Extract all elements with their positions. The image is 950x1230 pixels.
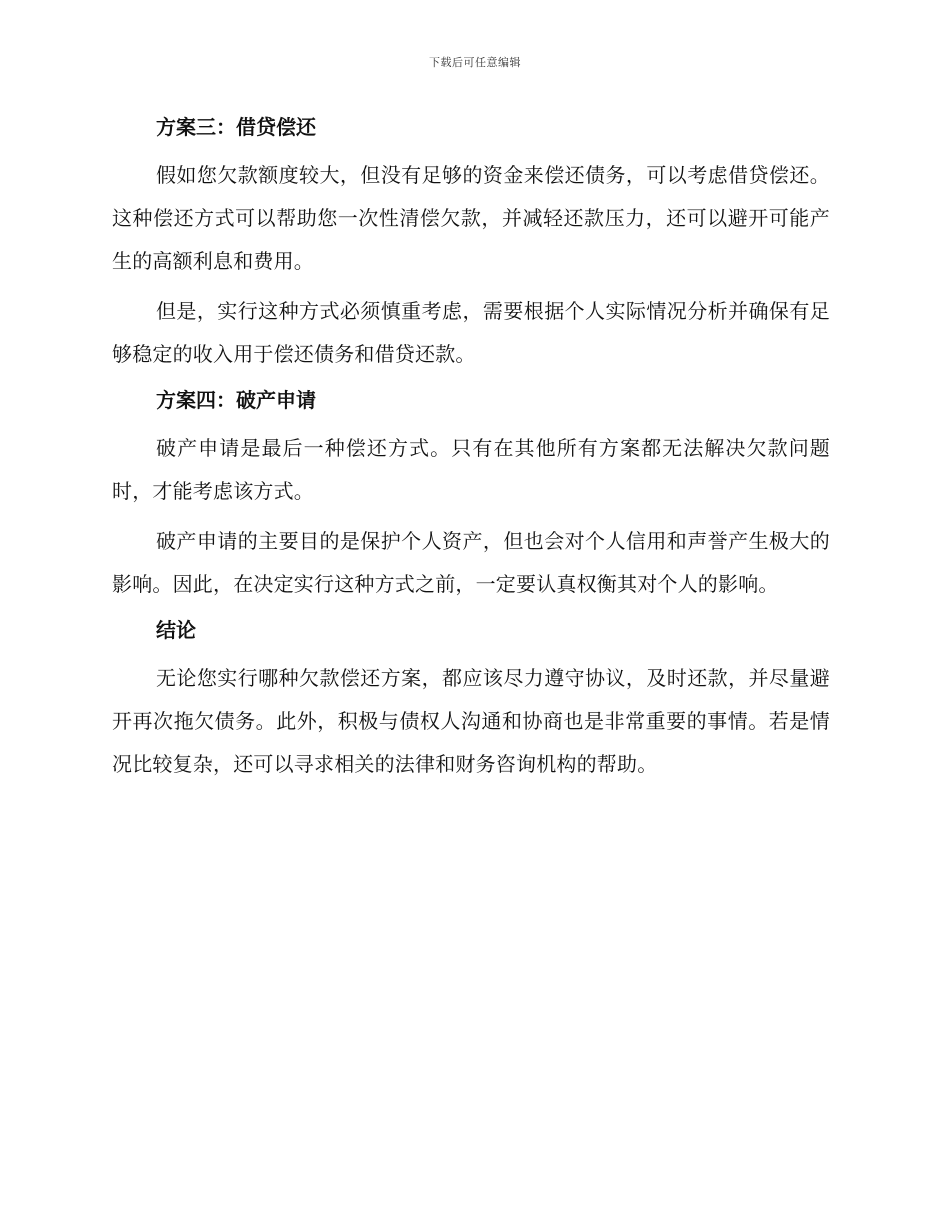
- page-header-note: 下载后可任意编辑: [429, 56, 521, 69]
- section-heading-conclusion: 结论: [156, 618, 196, 642]
- paragraph: 无论您实行哪种欠款偿还方案，都应该尽力遵守协议，及时还款，并尽量避开再次拖欠债务。此外，积极与债权人沟通和协商也是非常重要的事情。若是情况比较复杂，还可以寻求相关的法律和财务咨询机构的帮助。: [112, 666, 830, 776]
- document-body: [112, 110, 830, 793]
- paragraph: 假如您欠款额度较大，但没有足够的资金来偿还债务，可以考虑借贷偿还。这种偿还方式可以帮助您一次性清偿欠款，并减轻还款压力，还可以避开可能产生的高额利息和费用。: [112, 163, 830, 273]
- paragraph: 破产申请的主要目的是保护个人资产，但也会对个人信用和声誉产生极大的影响。因此，在决定实行这种方式之前，一定要认真权衡其对个人的影响。: [112, 529, 830, 596]
- section-heading-plan-four: 方案四：破产申请: [156, 388, 316, 412]
- paragraph: 破产申请是最后一种偿还方式。只有在其他所有方案都无法解决欠款问题时，才能考虑该方式。: [112, 436, 830, 503]
- section-heading-plan-three: 方案三：借贷偿还: [156, 115, 316, 139]
- paragraph: 但是，实行这种方式必须慎重考虑，需要根据个人实际情况分析并确保有足够稳定的收入用于偿还债务和借贷还款。: [112, 299, 830, 366]
